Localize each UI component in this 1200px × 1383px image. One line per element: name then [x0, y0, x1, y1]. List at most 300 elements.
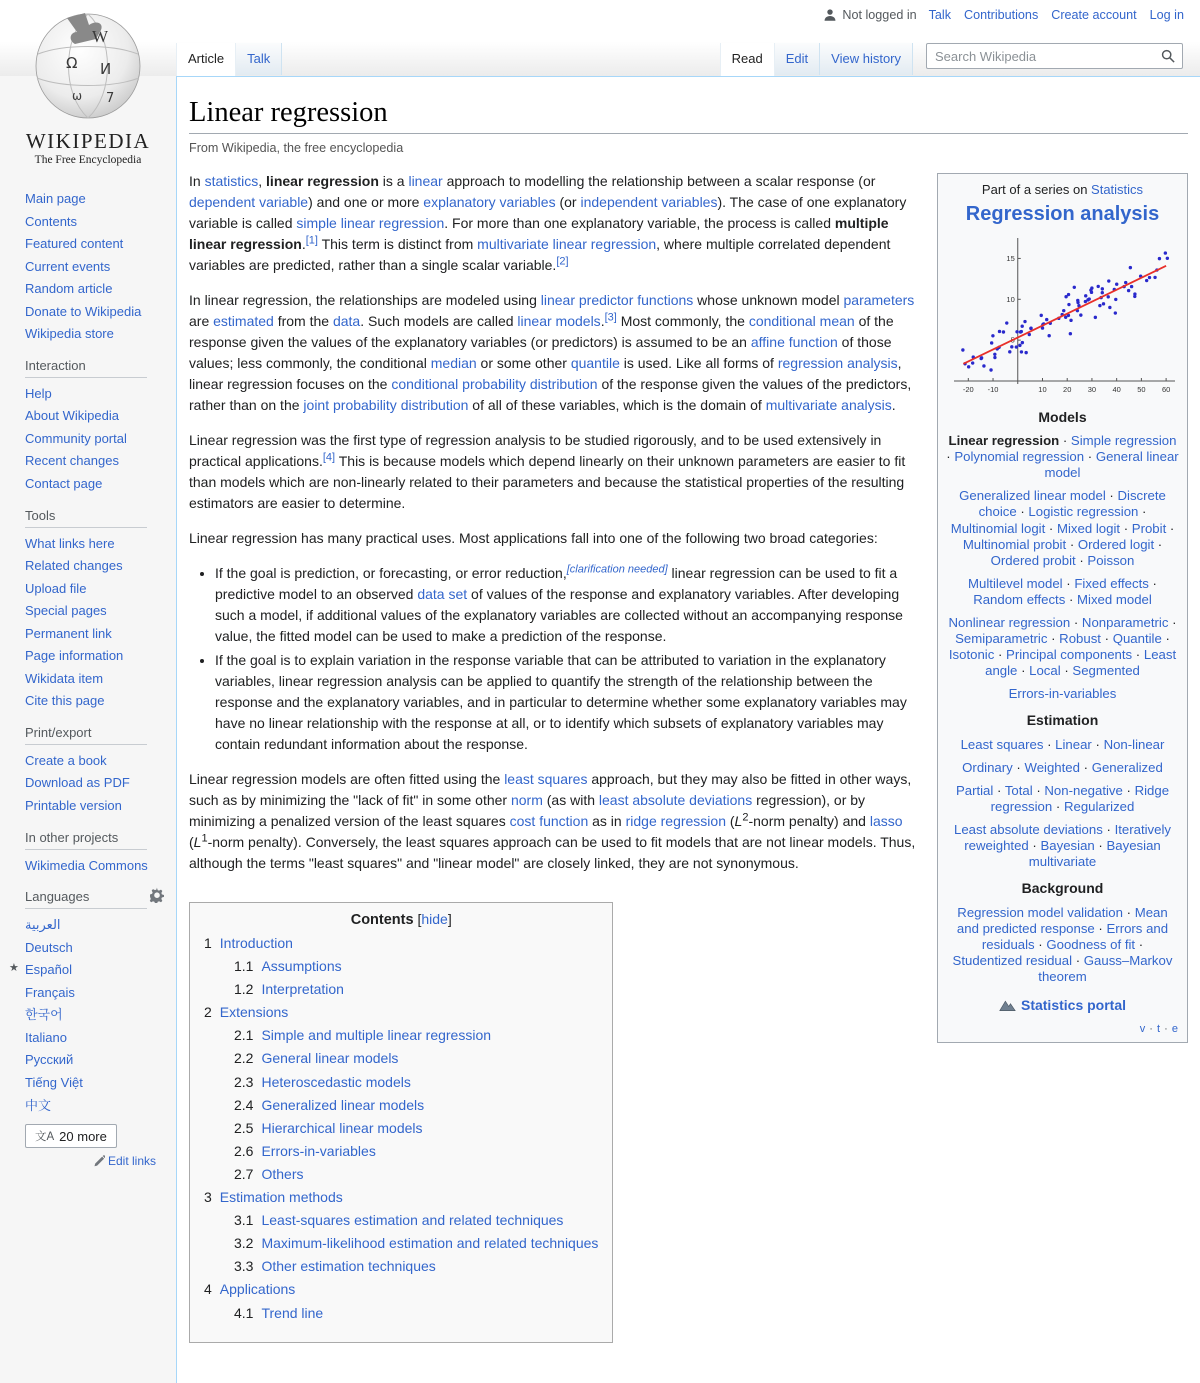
user-icon [823, 8, 837, 22]
article-body [189, 171, 1188, 1343]
sidebar-nav [0, 190, 176, 874]
vte-t-link[interactable]: t [1157, 1023, 1161, 1036]
wiki-link[interactable]: median [430, 355, 477, 371]
svg-text:ω: ω [72, 89, 83, 103]
sidebar-link[interactable]: Donate to Wikipedia [25, 303, 142, 319]
series-link[interactable]: Ordered logit [1077, 536, 1155, 552]
sidebar-link[interactable]: Cite this page [25, 693, 105, 709]
toc-item[interactable] [234, 1258, 598, 1274]
sidebar-item-create-a-book[interactable] [25, 752, 176, 770]
svg-text:-20: -20 [962, 384, 974, 394]
svg-text:7: 7 [106, 91, 115, 106]
gear-icon[interactable] [149, 887, 165, 903]
login-status-text: Not logged in [842, 8, 917, 22]
svg-text:40: 40 [1112, 384, 1121, 394]
sidebar-portal [25, 830, 176, 875]
sidebar-link[interactable]: Upload file [25, 580, 87, 596]
series-link[interactable]: Least squares [960, 736, 1044, 752]
svg-text:W: W [92, 27, 109, 46]
series-link[interactable]: Semiparametric [955, 631, 1048, 647]
tab-link[interactable]: Article [188, 51, 225, 66]
sidebar-item-what-links-here[interactable] [25, 535, 176, 553]
toc-list [204, 935, 598, 1321]
tab-edit[interactable] [775, 43, 820, 75]
sidebar-item-upload-file[interactable] [25, 580, 176, 598]
article-paragraph: Linear regression models are often fitted using the least squares approach, but they may also be fitted in other ways, such as by minimizing the "lack of fit" in some other norm (as with least absolute deviations regression), or by minimizing a penalized version of the least squares cost function as in ridge regression ($L^2$-norm penalty) and lasso ($L^1$-norm penalty). Conversely, the least squares approach can be used to fit models that are not linear models. Thus, although the terms "least squares" and "linear model" are closely linked, they are not synonymous. [189, 771, 916, 871]
sidebar-item-main-page[interactable] [25, 190, 176, 208]
toc-item[interactable] [204, 1281, 598, 1297]
search-button[interactable] [1161, 49, 1182, 63]
search-icon [1161, 49, 1175, 63]
language-item[interactable] [25, 1029, 176, 1047]
series-link-group: Partial · Total · Non-negative · Ridge regression · Regularized [955, 782, 1170, 814]
series-link-group: Ordinary · Weighted · Generalized [962, 759, 1163, 775]
tab-link[interactable]: Edit [785, 51, 809, 66]
toc-item[interactable] [204, 1189, 598, 1205]
series-section-heading: Models [1038, 408, 1087, 425]
sidebar-item-recent-changes[interactable] [25, 452, 176, 470]
series-sections [946, 408, 1179, 985]
logo-tagline: The Free Encyclopedia [34, 154, 142, 166]
wiki-link[interactable]: estimated [213, 313, 274, 329]
series-link-group [946, 686, 1179, 702]
personal-link-log-in[interactable]: Log in [1149, 8, 1184, 22]
series-current-page: Linear regression [948, 433, 1060, 449]
toc-link[interactable]: Extensions [219, 1004, 289, 1021]
sidebar-item-cite-this-page[interactable] [25, 692, 176, 710]
table-of-contents [189, 902, 613, 1343]
series-link[interactable]: Errors-in-variables [1008, 686, 1117, 702]
series-infobox [937, 173, 1188, 1043]
sidebar-link[interactable]: Featured content [25, 236, 124, 252]
series-link[interactable]: Isotonic [948, 647, 995, 663]
wiki-link[interactable]: ridge regression [625, 813, 726, 829]
wiki-link[interactable]: linear [408, 173, 443, 189]
personal-links [929, 8, 1184, 22]
statistics-portal [946, 996, 1179, 1014]
wiki-link[interactable]: least squares [504, 771, 588, 787]
portal-heading: In other projects [25, 830, 147, 850]
statistics-series-link[interactable]: Statistics [1091, 182, 1144, 197]
sidebar-link[interactable]: Contact page [25, 476, 103, 492]
toc-item[interactable] [234, 1120, 598, 1136]
language-icon: 文A [35, 1131, 55, 1144]
svg-text:10: 10 [1006, 294, 1015, 304]
view-tabs [720, 43, 913, 76]
vte-e-link[interactable]: e [1171, 1023, 1178, 1036]
series-link[interactable]: Regression model validation [957, 904, 1123, 920]
toc-link[interactable]: Hierarchical linear models [261, 1119, 423, 1136]
sidebar-link[interactable]: Special pages [25, 603, 107, 619]
article-paragraph: Linear regression has many practical uses. Most applications fall into one of the following two broad categories: [189, 530, 878, 546]
toc-number: 3.1 [234, 1212, 254, 1229]
featured-star-icon: ★ [9, 962, 19, 975]
series-link[interactable]: General linear model [1044, 449, 1179, 481]
series-link[interactable]: Mixed logit [1057, 520, 1121, 536]
language-item[interactable] [25, 1074, 176, 1092]
toc-number: 2.1 [234, 1027, 254, 1044]
toc-number: 4 [204, 1281, 212, 1298]
toc-link[interactable]: Errors-in-variables [261, 1142, 376, 1159]
series-link[interactable]: Nonparametric [1081, 615, 1169, 631]
series-link-group: Linear regression · Simple regression · Polynomial regression · General linear model [946, 433, 1179, 481]
wikipedia-logo[interactable] [8, 10, 168, 166]
series-link[interactable]: Principal components [1006, 647, 1133, 663]
sidebar-item-help[interactable] [25, 385, 176, 403]
series-link[interactable]: Mixed model [1077, 591, 1152, 607]
toc-item[interactable] [204, 935, 598, 951]
sidebar-link[interactable]: Related changes [25, 558, 123, 574]
language-item[interactable] [25, 1006, 176, 1024]
sidebar-portal [25, 725, 176, 815]
sidebar-link[interactable]: Community portal [25, 430, 127, 446]
toc-number: 2 [204, 1004, 212, 1021]
wiki-link[interactable]: cost function [509, 813, 589, 829]
language-link[interactable]: 한국어 [25, 1007, 63, 1023]
sidebar-item-printable-version[interactable] [25, 797, 176, 815]
series-link[interactable]: Generalized [1091, 759, 1163, 775]
sidebar-link[interactable]: Contents [25, 213, 78, 229]
series-link[interactable]: Discrete choice [978, 488, 1166, 520]
sidebar-link[interactable]: Wikidata item [25, 670, 104, 686]
toc-item[interactable] [234, 1074, 598, 1090]
wiki-link[interactable]: regression analysis [777, 355, 898, 371]
sidebar-link[interactable]: About Wikipedia [25, 408, 119, 424]
wiki-link[interactable]: quantile [570, 355, 620, 371]
personal-link-contributions[interactable]: Contributions [964, 8, 1039, 22]
toc-number: 3.2 [234, 1235, 254, 1252]
sidebar-item-current-events[interactable] [25, 258, 176, 276]
series-link[interactable]: Linear [1055, 736, 1092, 752]
vte-v-link[interactable]: v [1139, 1023, 1146, 1036]
toc-number: 2.5 [234, 1119, 254, 1136]
tab-talk[interactable] [236, 43, 282, 75]
series-link-group: Least absolute deviations · Iteratively reweighted · Bayesian · Bayesian multivariate [953, 822, 1171, 870]
sidebar-item-contents[interactable] [25, 213, 176, 231]
language-link[interactable]: 中文 [25, 1097, 52, 1113]
sidebar-link[interactable]: Help [25, 385, 52, 401]
series-link[interactable]: Local [1029, 663, 1061, 679]
language-link[interactable]: Deutsch [25, 939, 73, 955]
toc-number: 2.4 [234, 1096, 254, 1113]
series-link[interactable]: Generalized linear model [959, 488, 1106, 504]
reference-link[interactable]: [2] [556, 255, 569, 268]
svg-text:20: 20 [1063, 384, 1072, 394]
series-link[interactable]: Multinomial logit [950, 520, 1046, 536]
statistics-portal-link[interactable]: Statistics portal [1020, 996, 1127, 1013]
main-column [176, 0, 1200, 1321]
svg-text:-10: -10 [987, 384, 999, 394]
toc-number: 2.3 [234, 1073, 254, 1090]
series-title[interactable]: Regression analysis [965, 202, 1160, 225]
series-link[interactable]: Robust [1059, 631, 1101, 647]
sidebar-item-wikipedia-store[interactable] [25, 325, 176, 343]
toc-number: 1.2 [234, 981, 254, 998]
series-link-group: Regression model validation · Mean and predicted response · Errors and residuals · Goodness of fit · Studentized residual · Gauss–Markov theorem [952, 904, 1173, 984]
sidebar-item-wikimedia-commons[interactable] [25, 857, 176, 875]
reference-link[interactable]: [1] [305, 234, 318, 247]
toc-number: 2.2 [234, 1050, 254, 1067]
wiki-link[interactable]: explanatory variables [423, 194, 556, 210]
toc-link[interactable]: Estimation methods [219, 1189, 343, 1206]
toc-item[interactable] [234, 1166, 598, 1182]
wiki-link[interactable]: norm [510, 792, 543, 808]
series-link[interactable]: Bayesian multivariate [1028, 838, 1161, 870]
series-link[interactable]: Nonlinear regression [948, 615, 1071, 631]
toc-item[interactable] [234, 1305, 598, 1321]
wiki-link[interactable]: joint probability distribution [303, 397, 469, 413]
svg-text:60: 60 [1161, 384, 1171, 394]
sidebar-item-wikidata-item[interactable] [25, 670, 176, 688]
sidebar-item-contact-page[interactable] [25, 475, 176, 493]
series-link[interactable]: Non-negative [1044, 782, 1123, 798]
namespace-tabs [176, 43, 282, 76]
wiki-link[interactable]: data [332, 313, 361, 329]
mountain-icon [999, 999, 1016, 1012]
content-area [176, 76, 1200, 1383]
article-bullet: • If the goal is to explain variation in the response variable that can be attributed to variation in the explanatory variables, linear regression analysis can be applied to quantify the strength of the relationship between the response and the explanatory variables, and in particular to determine whether some explanatory variables may have no linear relationship with the response at all, or to identify which subsets of explanatory variables may contain redundant information about the response. [215, 650, 1188, 755]
language-item[interactable] [25, 939, 176, 957]
toc-link[interactable]: Introduction [219, 935, 293, 951]
language-item[interactable] [25, 916, 176, 934]
pencil-icon [93, 1155, 105, 1167]
logo-wordmark: WIKIPEDIA [25, 129, 151, 153]
tab-read[interactable] [720, 43, 775, 76]
series-link[interactable]: Ridge regression [990, 782, 1170, 814]
wiki-link[interactable]: independent variables [580, 194, 718, 210]
language-list [9, 916, 176, 1114]
tab-view-history[interactable] [820, 43, 913, 75]
toc-item[interactable] [234, 1050, 598, 1066]
sidebar-link[interactable]: What links here [25, 535, 115, 551]
reference-link[interactable]: [3] [604, 311, 617, 324]
language-link[interactable]: Español [25, 962, 72, 978]
toc-link[interactable]: Other estimation techniques [261, 1258, 436, 1275]
series-link[interactable]: Segmented [1072, 663, 1140, 679]
sidebar-portal [25, 358, 176, 493]
series-link[interactable]: Mean and predicted response [956, 904, 1168, 936]
toc-item[interactable] [204, 1004, 598, 1020]
series-link[interactable]: Total [1004, 782, 1033, 798]
svg-text:15: 15 [1006, 253, 1015, 263]
language-item[interactable] [9, 961, 176, 979]
sidebar-link[interactable]: Wikipedia store [25, 326, 114, 342]
sidebar-item-permanent-link[interactable] [25, 625, 176, 643]
toc-number: 2.7 [234, 1165, 254, 1182]
toc-link[interactable]: Generalized linear models [261, 1096, 425, 1113]
svg-text:30: 30 [1087, 384, 1097, 394]
series-link[interactable]: Iteratively reweighted [964, 822, 1171, 854]
series-link[interactable]: Gauss–Markov theorem [1038, 952, 1173, 984]
sidebar-item-random-article[interactable] [25, 280, 176, 298]
language-link[interactable]: العربية [25, 917, 61, 933]
language-link[interactable]: Tiếng Việt [25, 1074, 83, 1090]
toc-hide-toggle[interactable]: hide [421, 911, 448, 927]
toc-link[interactable]: General linear models [261, 1050, 399, 1067]
language-link[interactable]: Italiano [25, 1029, 67, 1045]
sidebar-link[interactable]: Create a book [25, 752, 107, 768]
series-link-group: Nonlinear regression · Nonparametric · Semiparametric · Robust · Quantile · Isotonic · Principal components · Least angle · Local · Segmented [948, 615, 1177, 679]
article-bullet: • If the goal is prediction, or forecasting, or error reduction,[clarification needed] linear regression can be used to fit a predictive model to an observed data set of values of the response and explanatory variables. After developing such a model, if additional values of the explanatory variables are collected without an accompanying response value, the fitted model can be used to make a prediction of the response. [215, 563, 1188, 647]
reference-link[interactable]: [4] [322, 451, 336, 464]
sidebar-item-donate-to-wikipedia[interactable] [25, 303, 176, 321]
sidebar-item-download-as-pdf[interactable] [25, 774, 176, 792]
wiki-link[interactable]: simple linear regression [296, 215, 445, 231]
sidebar-item-special-pages[interactable] [25, 602, 176, 620]
regression-scatter-plot [946, 233, 1179, 399]
language-item[interactable] [25, 984, 176, 1002]
series-link[interactable]: Random effects [973, 591, 1066, 607]
article-paragraph: In statistics, linear regression is a linear approach to modelling the relationship between a scalar response (or dependent variable) and one or more explanatory variables (or independent variables). The case of one explanatory variable is called simple linear regression. For more than one explanatory variable, the process is called multiple linear regression.[1] This term is distinct from multivariate linear regression, where multiple correlated dependent variables are predicted, rather than a single scalar variable.[2] [189, 173, 907, 273]
personal-link-create-account[interactable]: Create account [1051, 8, 1137, 22]
series-link[interactable]: Poisson [1087, 552, 1135, 568]
series-link[interactable]: Weighted [1024, 759, 1080, 775]
portal-heading: Print/export [25, 725, 147, 745]
sidebar-link[interactable]: Wikimedia Commons [25, 857, 148, 873]
wiki-link[interactable]: lasso [869, 813, 903, 829]
clarification-needed-link[interactable]: [clarification needed] [566, 563, 668, 576]
series-link[interactable]: Quantile [1112, 631, 1162, 647]
series-link[interactable]: Probit [1131, 520, 1167, 536]
svg-text:50: 50 [1137, 384, 1146, 394]
series-link[interactable]: Bayesian [1040, 838, 1095, 854]
toc-item[interactable] [234, 1143, 598, 1159]
sidebar-item-community-portal[interactable] [25, 430, 176, 448]
series-link[interactable]: Fixed effects [1074, 575, 1149, 591]
sidebar-link[interactable]: Random article [25, 281, 113, 297]
toc-item[interactable] [234, 1235, 598, 1251]
series-link[interactable]: Errors and residuals [981, 920, 1169, 952]
sidebar-portal [25, 508, 176, 710]
series-link[interactable]: Ordinary [962, 759, 1013, 775]
article-paragraph: In linear regression, the relationships are modeled using linear predictor functions whose unknown model parameters are estimated from the data. Such models are called linear models.[3] Most commonly, the conditional mean of the response given the values of the explanatory variables (or predictors) is assumed to be an affine function of those values; less commonly, the conditional median or some other quantile is used. Like all forms of regression analysis, linear regression focuses on the conditional probability distribution of the response given the values of the predictors, rather than on the joint probability distribution of all of these variables, which is the domain of multivariate analysis. [189, 292, 915, 413]
series-link[interactable]: Ordered probit [990, 552, 1076, 568]
toc-link[interactable]: Trend line [261, 1304, 324, 1321]
toc-number: 2.6 [234, 1142, 254, 1159]
language-link[interactable]: Русский [25, 1052, 74, 1068]
series-link[interactable]: Simple regression [1070, 433, 1177, 449]
wiki-link[interactable]: linear models [517, 313, 601, 329]
personal-bar [823, 8, 1184, 22]
series-link[interactable]: Multinomial probit [962, 536, 1067, 552]
wiki-link[interactable]: multivariate analysis [765, 397, 892, 413]
tab-link[interactable]: Read [731, 51, 763, 66]
wiki-link[interactable]: least absolute deviations [598, 792, 753, 808]
sidebar-link[interactable]: Current events [25, 258, 111, 274]
series-link[interactable]: Partial [955, 782, 994, 798]
more-languages-button[interactable]: 文A 20 more [25, 1124, 117, 1148]
series-link[interactable]: Regularized [1063, 798, 1135, 814]
toc-link[interactable]: Maximum-likelihood estimation and related techniques [261, 1235, 599, 1252]
personal-link-talk[interactable]: Talk [928, 8, 952, 22]
series-section-heading: Estimation [1026, 712, 1099, 729]
series-link-group: Least squares · Linear · Non-linear [960, 736, 1165, 752]
wiki-link[interactable]: data set [417, 586, 468, 602]
sidebar-link[interactable]: Printable version [25, 798, 122, 814]
portal-heading: Interaction [25, 358, 147, 378]
series-link-group: Multilevel model · Fixed effects · Random effects · Mixed model [968, 575, 1157, 607]
wiki-link[interactable]: conditional mean [748, 313, 855, 329]
article-paragraph: Linear regression was the first type of regression analysis to be studied rigorously, and to be used extensively in practical applications.[4] This is because models which depend linearly on their unknown parameters are easier to fit than models which are non-linearly related to their parameters and because the statistical properties of the resulting estimators are easier to determine. [189, 432, 906, 511]
sidebar-link[interactable]: Permanent link [25, 625, 112, 641]
series-link[interactable]: Studentized residual [952, 952, 1073, 968]
sidebar-item-page-information[interactable] [25, 647, 176, 665]
svg-text:Ω: Ω [66, 54, 78, 72]
series-link[interactable]: Polynomial regression [954, 449, 1085, 465]
svg-text:И: И [100, 60, 112, 78]
toc-item[interactable] [234, 1097, 598, 1113]
tab-link[interactable]: Talk [247, 51, 271, 66]
search-input[interactable] [927, 45, 1161, 67]
toc-link[interactable]: Least-squares estimation and related techniques [261, 1212, 564, 1229]
language-item[interactable] [25, 1051, 176, 1069]
sidebar [0, 0, 176, 1168]
toc-link[interactable]: Heteroscedastic models [261, 1073, 411, 1090]
toc-link[interactable]: Simple and multiple linear regression [261, 1027, 492, 1044]
toc-link[interactable]: Others [261, 1165, 304, 1182]
toc-item[interactable] [234, 1027, 598, 1043]
search-bar [926, 43, 1183, 69]
login-status [823, 8, 916, 22]
series-link[interactable]: Least angle [985, 647, 1177, 679]
series-link-group: Generalized linear model · Discrete choice · Logistic regression · Multinomial logit · Mixed logit · Probit · Multinomial probit · Ordered logit · Ordered probit · Poisson [950, 488, 1175, 568]
sidebar-item-about-wikipedia[interactable] [25, 407, 176, 425]
tab-link[interactable]: View history [831, 51, 901, 66]
wiki-link[interactable]: affine function [750, 334, 838, 350]
wikipedia-globe-icon [30, 10, 146, 122]
series-link[interactable]: Non-linear [1103, 736, 1165, 752]
wiki-link[interactable]: conditional probability distribution [391, 376, 598, 392]
sidebar-portal [25, 190, 176, 343]
sidebar-link[interactable]: Recent changes [25, 453, 119, 469]
language-link[interactable]: Français [25, 984, 75, 1000]
wiki-link[interactable]: linear predictor functions [540, 292, 694, 308]
wiki-link[interactable]: dependent variable [189, 194, 309, 210]
edit-interlanguage-links[interactable]: Edit links [93, 1154, 176, 1168]
wiki-link[interactable]: multivariate linear regression [477, 236, 657, 252]
wiki-link[interactable]: statistics [204, 173, 259, 189]
toc-number: 3 [204, 1189, 212, 1206]
toc-link[interactable]: Interpretation [261, 981, 344, 998]
sidebar-link[interactable]: Download as PDF [25, 775, 130, 791]
series-link[interactable]: Goodness of fit [1046, 936, 1136, 952]
toc-item[interactable] [234, 1212, 598, 1228]
svg-text:10: 10 [1038, 384, 1047, 394]
languages-heading: Languages [25, 889, 147, 909]
toc-number: 4.1 [234, 1304, 254, 1321]
tab-article[interactable] [176, 43, 236, 76]
series-pretitle: Part of a series on Statistics [981, 182, 1144, 197]
toc-link[interactable]: Assumptions [261, 958, 342, 975]
sidebar-link[interactable]: Page information [25, 648, 124, 664]
series-link[interactable]: Multilevel model [968, 575, 1063, 591]
sidebar-item-related-changes[interactable] [25, 557, 176, 575]
toc-item[interactable] [234, 958, 598, 974]
sidebar-link[interactable]: Main page [25, 191, 86, 206]
series-link[interactable]: Logistic regression [1028, 504, 1139, 520]
series-link[interactable]: Least absolute deviations [953, 822, 1103, 838]
sidebar-item-featured-content[interactable] [25, 235, 176, 253]
vte-links: v · t · e [1139, 1023, 1178, 1036]
toc-number: 1 [204, 935, 212, 951]
toc-link[interactable]: Applications [219, 1281, 296, 1298]
language-item[interactable] [25, 1097, 176, 1115]
toc-number: 3.3 [234, 1258, 254, 1275]
series-section-heading: Background [1021, 880, 1104, 897]
wiki-link[interactable]: parameters [843, 292, 915, 308]
toc-item[interactable] [234, 981, 598, 997]
toc-number: 1.1 [234, 958, 254, 975]
